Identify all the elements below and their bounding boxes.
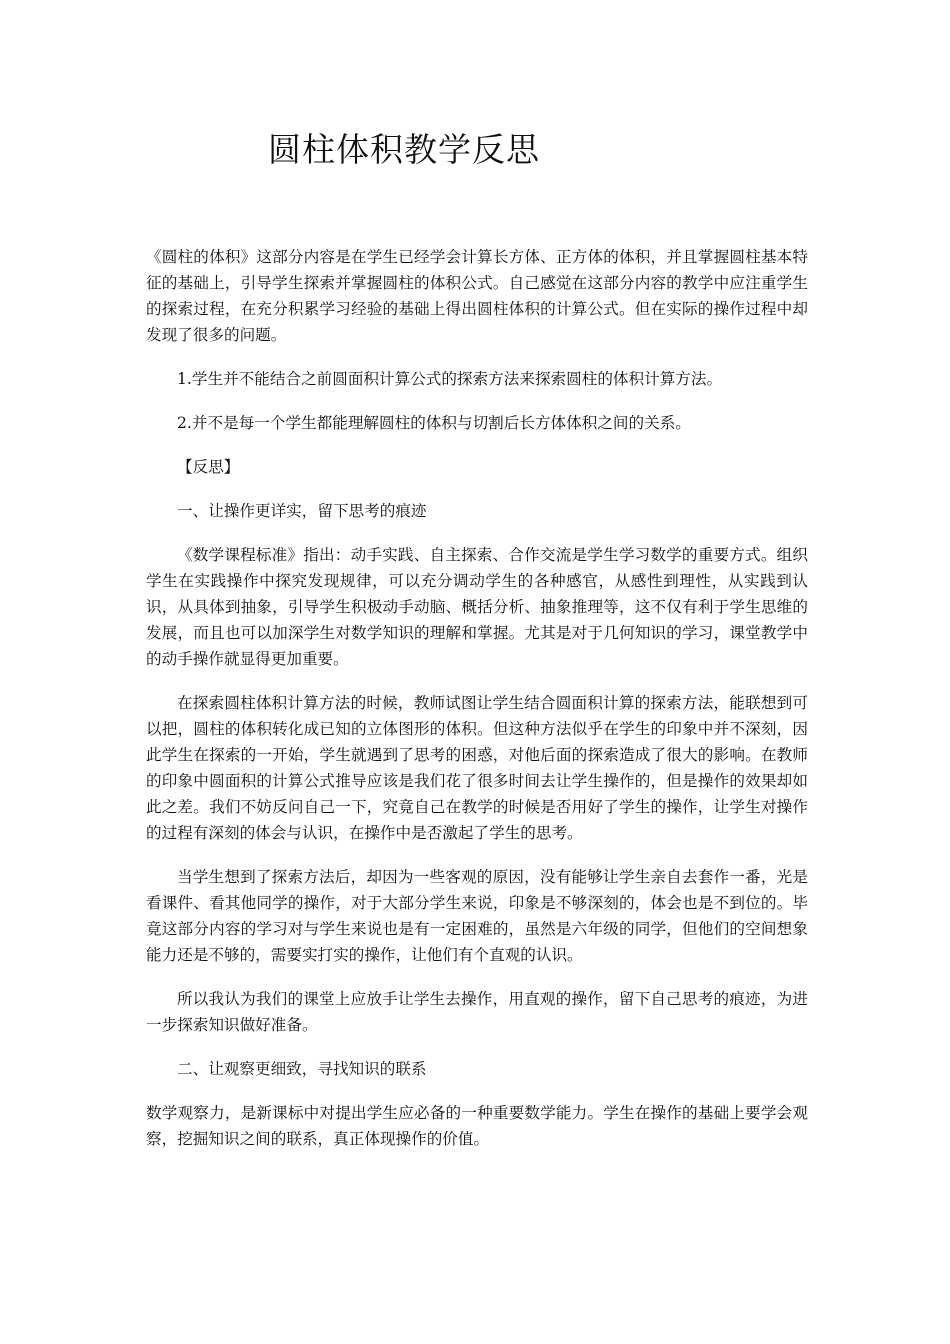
problem-item-2: 2.并不是每一个学生都能理解圆柱的体积与切割后长方体体积之间的关系。 [177, 414, 691, 432]
body-paragraph: 《数学课程标准》指出：动手实践、自主探索、合作交流是学生学习数学的重要方式。组织学生在实践操作中探究发现规律，可以充分调动学生的各种感官，从感性到理性，从实践到认识，从具体到抽象，引导学生积极动手动脑、概括分析、抽象推理等，这不仅有利于学生思维的发展，而且也可以加深学生对数学知识的理解和掌握。尤其是对于几何知识的学习，课堂教学中的动手操作就显得更加重要。 [146, 546, 808, 668]
body-paragraph: 数学观察力，是新课标中对提出学生应必备的一种重要数学能力。学生在操作的基础上要学会观察，挖掘知识之间的联系，真正体现操作的价值。 [146, 1104, 808, 1148]
problem-item-1: 1.学生并不能结合之前圆面积计算公式的探索方法来探索圆柱的体积计算方法。 [177, 370, 723, 388]
body-paragraph: 在探索圆柱体积计算方法的时候，教师试图让学生结合圆面积计算的探索方法，能联想到可以把，圆柱的体积转化成已知的立体图形的体积。但这种方法似乎在学生的印象中并不深刻，因此学生在探索的一开始，学生就遇到了思考的困惑，对他后面的探索造成了很大的影响。在教师的印象中圆面积的计算公式推导应该是我们花了很多时间去让学生操作的，但是操作的效果却如此之差。我们不妨反问自己一下，究竟自己在教学的时候是否用好了学生的操作，让学生对操作的过程有深刻的体会与认识，在操作中是否激起了学生的思考。 [146, 694, 808, 842]
document-title: 圆柱体积教学反思 [268, 130, 540, 169]
reflection-heading: 【反思】 [177, 458, 240, 476]
section-heading-1: 一、让操作更详实，留下思考的痕迹 [177, 502, 427, 520]
section-heading-2: 二、让观察更细致，寻找知识的联系 [177, 1060, 427, 1078]
body-paragraph: 当学生想到了探索方法后，却因为一些客观的原因，没有能够让学生亲自去套作一番，光是看课件、看其他同学的操作，对于大部分学生来说，印象是不够深刻的，体会也是不到位的。毕竟这部分内容的学习对与学生来说也是有一定困难的，虽然是六年级的同学，但他们的空间想象能力还是不够的，需要实打实的操作，让他们有个直观的认识。 [146, 868, 808, 964]
intro-paragraph: 《圆柱的体积》这部分内容是在学生已经学会计算长方体、正方体的体积，并且掌握圆柱基本特征的基础上，引导学生探索并掌握圆柱的体积公式。自己感觉在这部分内容的教学中应注重学生的探索过程，在充分积累学习经验的基础上得出圆柱体积的计算公式。但在实际的操作过程中却发现了很多的问题。 [146, 248, 808, 344]
body-paragraph: 所以我认为我们的课堂上应放手让学生去操作，用直观的操作，留下自己思考的痕迹，为进一步探索知识做好准备。 [146, 990, 808, 1034]
document-body [146, 244, 808, 1152]
